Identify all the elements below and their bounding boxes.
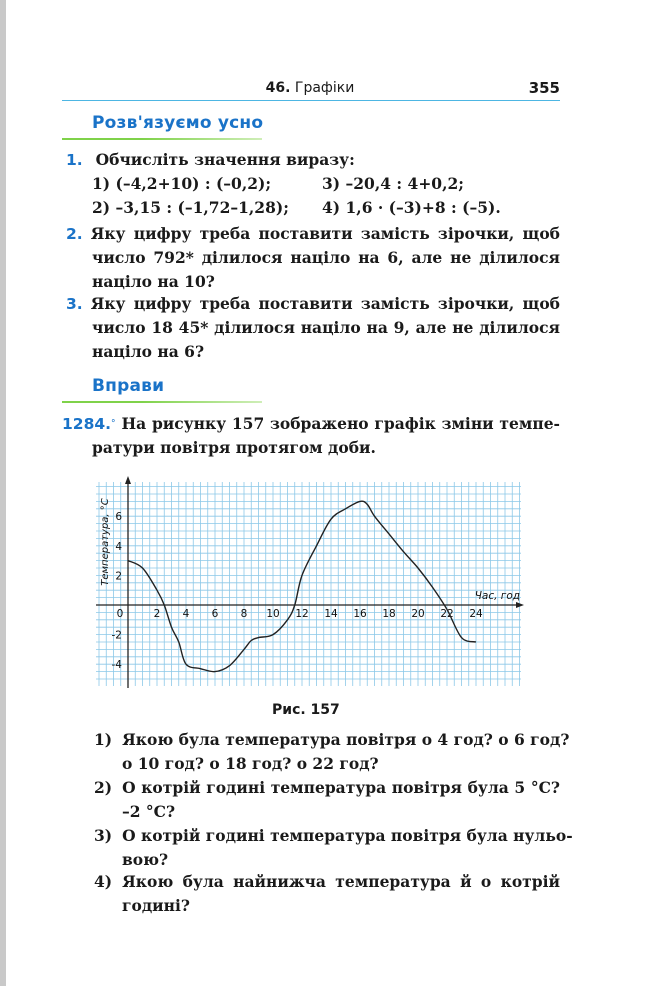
- task-1-expr-2: 2) –3,15 : (–1,72–1,28);: [92, 198, 289, 217]
- oral-heading-underline: [62, 138, 262, 140]
- x-tick-label: 20: [411, 608, 425, 620]
- y-tick-label: 2: [115, 570, 122, 583]
- task-1-line: 1. Обчисліть значення виразу:: [66, 150, 355, 169]
- task-2-line-3: націло на 10?: [92, 272, 215, 291]
- x-axis-arrow: [516, 602, 524, 608]
- question-4-line-2: годині?: [122, 896, 190, 915]
- task-2: 2. Яку цифру треба поставити замість зірочки, щоб: [66, 224, 560, 243]
- task-1-expr-1: 1) (–4,2+10) : (–0,2);: [92, 174, 272, 193]
- x-tick-label: 2: [153, 608, 161, 620]
- page-number: 355: [528, 79, 560, 97]
- question-1-line-2: о 10 год? о 18 год? о 22 год?: [122, 754, 379, 773]
- header-divider: [62, 100, 560, 101]
- question-2: 2) О котрій годині температура повітря була 5 °С?: [94, 778, 560, 797]
- x-tick-label: 22: [440, 608, 454, 620]
- y-tick-label: 6: [115, 511, 122, 524]
- figure-caption: Рис. 157: [272, 702, 340, 718]
- y-axis-arrow: [125, 476, 131, 484]
- exercises-heading-underline: [62, 401, 262, 403]
- task-3-line-3: націло на 6?: [92, 342, 205, 361]
- x-tick-label: 6: [211, 608, 219, 620]
- question-4: 4) Якою була найнижча температура й о котрій: [94, 872, 560, 891]
- x-tick-label: 0: [116, 608, 124, 620]
- temperature-chart: [96, 476, 526, 690]
- x-axis-label: Час, год: [474, 590, 520, 602]
- x-tick-label: 14: [324, 608, 338, 620]
- running-header: [60, 78, 560, 100]
- page-edge: [0, 0, 6, 986]
- task-1-expr-3: 3) –20,4 : 4+0,2;: [322, 174, 464, 193]
- y-axis-label: Температура, °С: [100, 498, 111, 586]
- x-tick-label: 10: [266, 608, 280, 620]
- oral-heading: Розв'язуємо усно: [92, 113, 264, 133]
- question-3-line-2: вою?: [122, 850, 169, 869]
- question-1: 1) Якою була температура повітря о 4 год? о 6 год?: [94, 730, 570, 749]
- task-3-line-2: число 18 45* ділилося націло на 9, але не ділилося: [92, 318, 560, 337]
- question-3: 3) О котрій годині температура повітря була нульо-: [94, 826, 573, 845]
- x-tick-label: 12: [295, 608, 309, 620]
- task-1-expr-4: 4) 1,6 · (–3)+8 : (–5).: [322, 198, 501, 217]
- question-2-line-2: –2 °С?: [122, 802, 176, 821]
- exercise-1284: 1284. ° На рисунку 157 зображено графік зміни темпе-: [62, 414, 560, 433]
- task-3: 3. Яку цифру треба поставити замість зірочки, щоб: [66, 294, 560, 313]
- y-tick-label: -4: [111, 659, 122, 672]
- x-tick-label: 4: [182, 608, 190, 620]
- x-tick-label: 24: [469, 608, 483, 620]
- exercises-heading: Вправи: [92, 376, 165, 396]
- x-tick-label: 8: [240, 608, 248, 620]
- y-tick-label: -2: [111, 629, 122, 642]
- task-2-line-2: число 792* ділилося націло на 6, але не ділилося: [92, 248, 560, 267]
- y-tick-label: 4: [115, 540, 122, 553]
- x-tick-label: 18: [382, 608, 396, 620]
- section-title: 46. Графіки: [265, 80, 355, 96]
- x-tick-label: 16: [353, 608, 367, 620]
- exercise-1284-line-2: ратури повітря протягом доби.: [92, 438, 376, 457]
